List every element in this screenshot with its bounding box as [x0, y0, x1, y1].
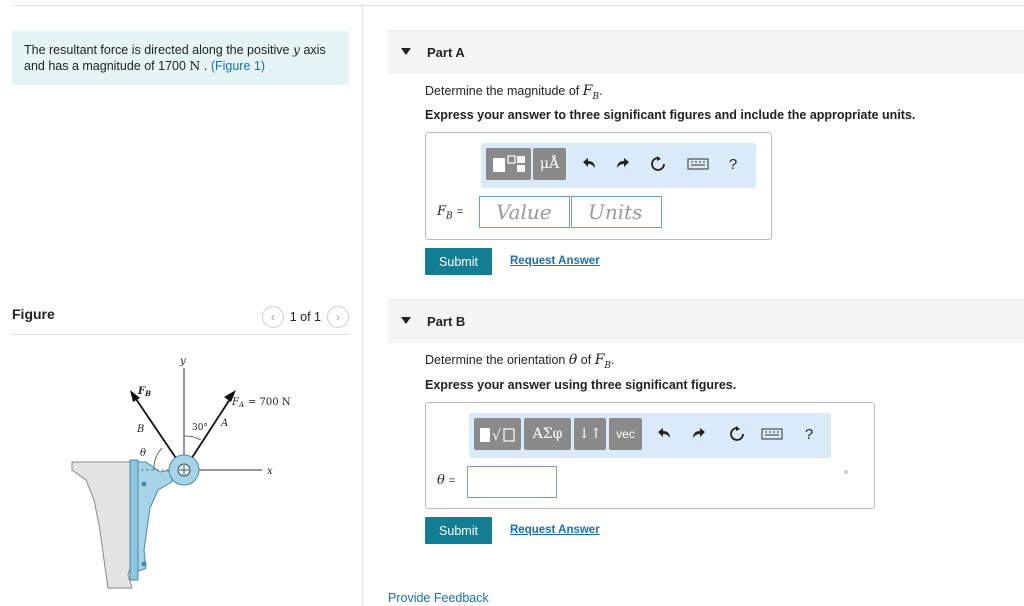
problem-text-mid: axis and has a magnitude of 1700	[24, 43, 326, 73]
reset-icon[interactable]	[723, 418, 751, 450]
part-b-request-answer-link[interactable]: Request Answer	[510, 524, 600, 536]
undo-icon[interactable]	[575, 148, 603, 180]
part-a-question-post: .	[599, 84, 603, 98]
reset-icon[interactable]	[644, 148, 672, 180]
templates-button[interactable]	[486, 148, 531, 180]
theta-arc	[154, 448, 162, 470]
part-b-question-pre: Determine the orientation	[425, 353, 566, 367]
provide-feedback-link[interactable]: Provide Feedback	[388, 591, 489, 605]
caret-down-icon	[401, 317, 411, 324]
fa-label: $F_A$	[232, 397, 245, 409]
help-button[interactable]: ?	[728, 155, 738, 173]
units-button[interactable]: μÅ	[533, 148, 566, 180]
part-a-instruction: Express your answer to three significant figures and include the appropriate units.	[425, 108, 916, 122]
templates-icon	[478, 423, 518, 445]
part-b-question-post: .	[611, 353, 615, 367]
part-a-question-pre: Determine the magnitude of	[425, 84, 580, 98]
redo-icon[interactable]	[609, 148, 637, 180]
figure-header	[12, 305, 349, 335]
part-b-question	[425, 352, 615, 371]
redo-icon[interactable]	[685, 418, 713, 450]
angle30-label: 30°	[192, 423, 208, 433]
part-a-toolbar	[481, 143, 756, 188]
theta-input[interactable]	[467, 466, 557, 498]
part-b-submit-button[interactable]: Submit	[425, 517, 492, 544]
part-a-answer-box	[425, 132, 772, 240]
point-b-label: B	[137, 424, 145, 435]
part-b-var-label: θ =	[437, 473, 456, 488]
part-b-header[interactable]	[388, 299, 1024, 343]
part-b-label: Part B	[427, 314, 466, 329]
chevron-left-icon: ‹	[270, 310, 275, 324]
prev-figure-button[interactable]	[262, 306, 284, 328]
subscript-button[interactable]: ↓↑	[574, 418, 606, 450]
degree-unit: °	[844, 470, 848, 481]
unit-symbol: N	[189, 58, 201, 73]
chevron-right-icon: ›	[336, 310, 340, 324]
column-divider	[362, 5, 363, 606]
part-b-question-mid: of	[580, 353, 592, 367]
part-a-request-answer-link[interactable]: Request Answer	[510, 255, 600, 267]
part-a-question-var: $F_B$	[582, 83, 600, 102]
greek-symbols-button[interactable]: ΑΣφ	[524, 418, 571, 450]
units-input[interactable]: Units	[571, 196, 662, 228]
templates-icon	[491, 153, 527, 175]
svg-text:√: √	[491, 428, 501, 444]
part-b-toolbar	[469, 413, 831, 458]
top-rule	[12, 5, 1024, 6]
problem-text-before: The resultant force is directed along the positive	[24, 43, 290, 57]
part-b-answer-box	[425, 402, 875, 509]
bracket-plate	[130, 460, 138, 580]
theta-label: θ	[140, 448, 147, 459]
angle30-arc	[184, 436, 201, 440]
pager-count: 1 of 1	[289, 310, 321, 324]
part-b-question-var2: $F_B$	[594, 352, 612, 371]
x-axis-label: x	[267, 466, 273, 477]
figure-pager	[262, 306, 349, 328]
y-axis-label: y	[180, 356, 186, 367]
figure-link[interactable]: (Figure 1)	[210, 59, 265, 73]
undo-icon[interactable]	[650, 418, 678, 450]
value-input[interactable]: Value	[479, 196, 570, 228]
part-a-header[interactable]	[388, 30, 1024, 74]
force-diagram	[70, 350, 300, 590]
keyboard-icon[interactable]	[755, 418, 789, 450]
problem-text-after: .	[203, 59, 208, 73]
part-a-label: Part A	[427, 45, 465, 60]
bolt-top	[142, 482, 147, 487]
axis-variable: y	[292, 42, 300, 57]
fb-label: $F_B$	[138, 386, 152, 398]
help-button[interactable]: ?	[804, 425, 814, 443]
figure-title: Figure	[12, 306, 55, 322]
bolt-bottom	[142, 562, 147, 567]
keyboard-icon[interactable]	[681, 148, 715, 180]
wall	[72, 462, 136, 588]
part-a-question	[425, 83, 603, 102]
fa-value: = 700 N	[248, 397, 291, 408]
part-a-var-label: $F_B$ =	[437, 204, 464, 222]
part-b-question-var: θ	[568, 352, 578, 368]
caret-down-icon	[401, 48, 411, 55]
templates-button[interactable]	[474, 418, 521, 450]
part-a-submit-button[interactable]: Submit	[425, 248, 492, 275]
vector-button[interactable]: vec	[609, 418, 642, 450]
part-b-instruction: Express your answer using three significant figures.	[425, 378, 737, 392]
problem-statement	[12, 31, 349, 85]
next-figure-button[interactable]	[327, 306, 349, 328]
point-a-label: A	[221, 418, 229, 429]
